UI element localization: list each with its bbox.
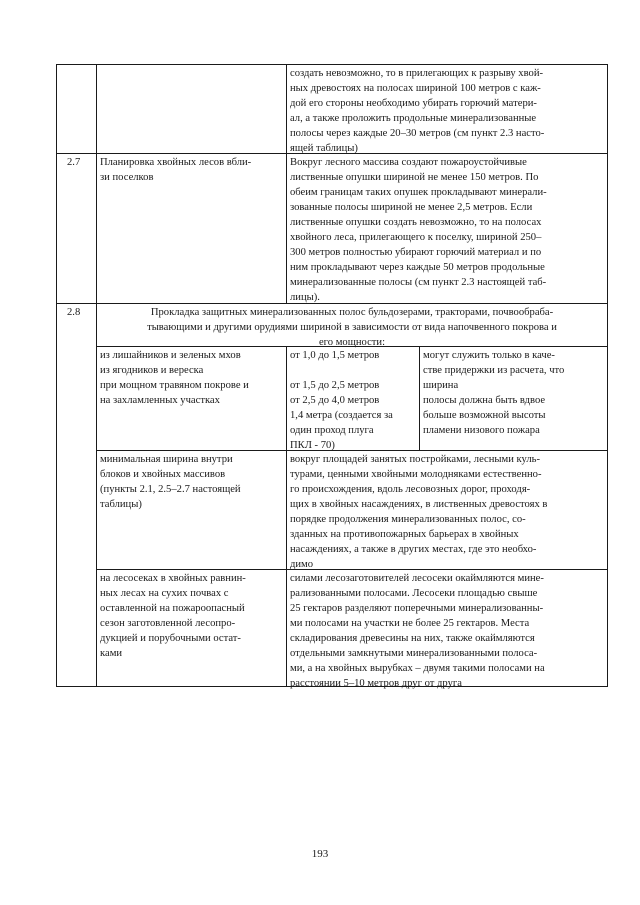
row-name: Планировка хвойных лесов вбли- зи поселков	[100, 157, 252, 183]
row-content: создать невозможно, то в прилегающих к разрыву хвой- ных древостоях на полосах шириной 100 метров с каж- дой его стороны необходимо убирать горючий матери- ал, а также проложить продольные минерализованные полосы через каждые 20–30 метров (см пункт 2.3 насто- ящей таблицы)	[290, 68, 545, 154]
table-rule	[56, 64, 57, 686]
page-number: 193	[311, 848, 329, 860]
min-width-text: вокруг площадей занятых постройками, лесными куль- турами, ценными хвойными молодняками естественно- го происхождения, вдоль лесовозных дорог, проходя- щих в хвойных насаждениях, в лиственных древостоях в порядке продолжения минерализованных полос, со- зданных на противопожарных барьерах в хвойных насаждениях, а также в других местах, где это необхо- димо	[290, 454, 548, 570]
table-rule	[419, 346, 420, 450]
row-content: Вокруг лесного массива создают пожароустойчивые лиственные опушки шириной не менее 150 метров. По обеим границам таких опушек прокладывают минерали- зованные полосы шириной не менее 2,5 метров. Если лиственные опушки создать невозможно, то на полосах хвойного леса, прилегающего к поселку, шириной 250– 300 метров полностью убирают горючий материал и по ним прокладывают через каждые 50 метров продольные минерализованные полосы (см пункт 2.3 настоящей таб- лицы).	[290, 157, 547, 303]
table-rule	[607, 64, 608, 686]
table-rule	[96, 64, 97, 686]
clearing-label: на лесосеках в хвойных равнин- ных лесах на сухих почвах с оставленной на пожароопасный сезон заготовленной лесопро- дукцией и порубочными остат- ками	[100, 573, 246, 659]
section-header: Прокладка защитных минерализованных полос бульдозерами, тракторами, почвообраба- тывающими и другими орудиями шириной в зависимости от вида напочвенного покрова и его мощности:	[147, 307, 557, 348]
row-number: 2.8	[67, 307, 81, 318]
clearing-text: силами лесозаготовителей лесосеки окаймляются мине- рализованными полосами. Лесосеки площадью свыше 25 гектаров разделяют поперечными минерализованны- ми полосами на участки не более 25 гектаров. Места складирования древесины на них, также окаймляются отдельными замкнутыми минерализованными полоса- ми, а на хвойных вырубках – двумя такими полосами на расстоянии 5–10 метров друг от друга	[290, 573, 545, 689]
table-rule	[56, 64, 608, 65]
row-number: 2.7	[67, 157, 81, 168]
strip-width-list: от 1,0 до 1,5 метров от 1,5 до 2,5 метров от 2,5 до 4,0 метров 1,4 метра (создается за один проход плуга ПКЛ - 70)	[290, 350, 393, 451]
min-width-label: минимальная ширина внутри блоков и хвойных массивов (пункты 2.1, 2.5–2.7 настоящей таблицы)	[100, 454, 241, 510]
table-rule	[286, 346, 287, 686]
table-rule	[286, 64, 287, 303]
width-note: могут служить только в каче- стве придержки из расчета, что ширина полосы должна быть вдвое больше возможной высоты пламени низового пожара	[423, 350, 565, 436]
cover-type-list: из лишайников и зеленых мхов из ягодников и вереска при мощном травяном покрове и на захламленных участках	[100, 350, 249, 406]
